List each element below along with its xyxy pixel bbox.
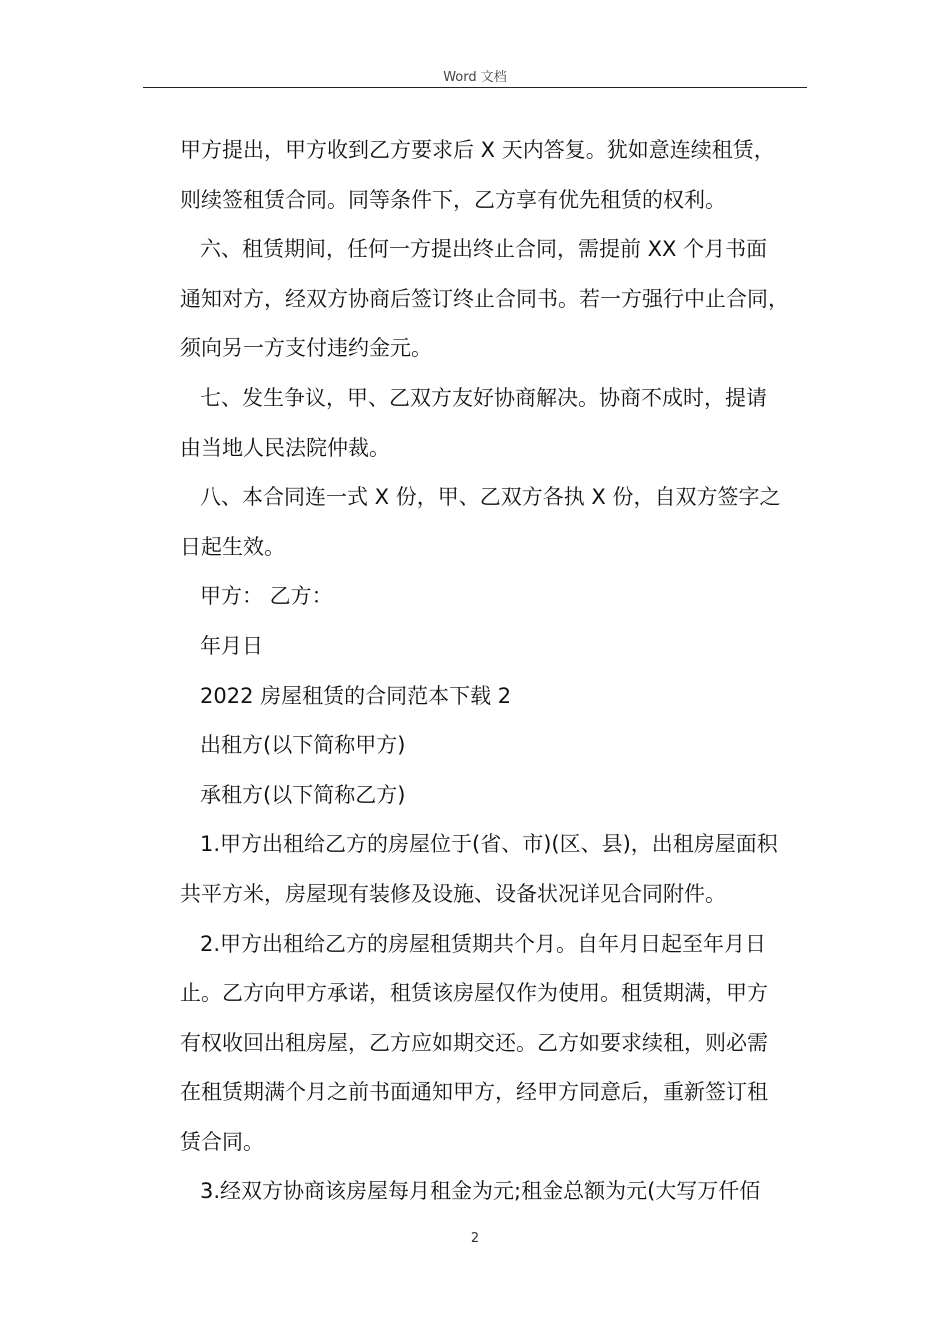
text-line: 在租赁期满个月之前书面通知甲方，经甲方同意后，重新签订租 <box>180 1080 768 1105</box>
text-line: 须向另一方支付违约金元。 <box>180 336 432 361</box>
text-line: 共平方米，房屋现有装修及设施、设备状况详见合同附件。 <box>180 881 726 906</box>
text-line: 通知对方，经双方协商后签订终止合同书。若一方强行中止合同， <box>180 286 789 311</box>
text-line: 出租方(以下简称甲方) <box>200 733 406 758</box>
text-line: 甲方提出，甲方收到乙方要求后 X 天内答复。犹如意连续租赁， <box>180 138 775 162</box>
text-line: 八、本合同连一式 X 份，甲、乙双方各执 X 份，自双方签字之 <box>200 485 781 510</box>
document-body <box>180 126 812 1217</box>
text-line: 日起生效。 <box>180 534 285 559</box>
header-divider <box>143 87 807 88</box>
text-line: 赁合同。 <box>180 1129 264 1154</box>
text-line: 止。乙方向甲方承诺，租赁该房屋仅作为使用。租赁期满，甲方 <box>180 981 768 1006</box>
text-line: 七、发生争议，甲、乙双方友好协商解决。协商不成时，提请 <box>200 385 767 410</box>
text-line: 承租方(以下简称乙方) <box>200 782 406 807</box>
text-line: 3.经双方协商该房屋每月租金为元;租金总额为元(大写万仟佰 <box>200 1179 761 1204</box>
text-line: 六、租赁期间，任何一方提出终止合同，需提前 XX 个月书面 <box>200 237 768 262</box>
text-line: 1.甲方出租给乙方的房屋位于(省、市)(区、县)，出租房屋面积 <box>200 832 778 857</box>
text-line: 2022 房屋租赁的合同范本下载 2 <box>200 683 512 708</box>
text-line: 则续签租赁合同。同等条件下，乙方享有优先租赁的权利。 <box>180 187 726 212</box>
page-number: 2 <box>470 1231 480 1246</box>
text-line: 甲方： 乙方： <box>200 584 333 609</box>
text-line: 由当地人民法院仲裁。 <box>180 435 390 460</box>
text-line: 年月日 <box>200 633 263 658</box>
text-line: 2.甲方出租给乙方的房屋租赁期共个月。自年月日起至年月日 <box>200 931 767 956</box>
page-header: Word 文档 <box>443 70 507 85</box>
text-line: 有权收回出租房屋，乙方应如期交还。乙方如要求续租，则必需 <box>180 1030 768 1055</box>
